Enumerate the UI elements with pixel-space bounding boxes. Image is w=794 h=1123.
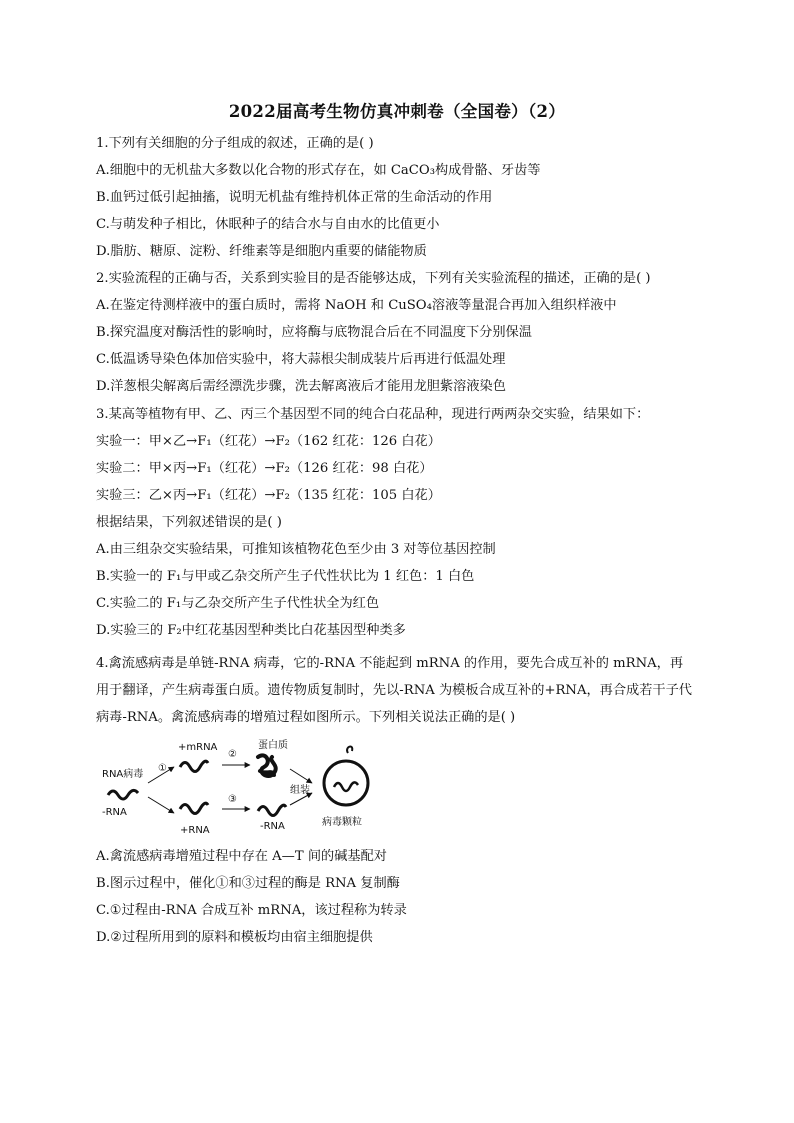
q3-experiment-1: 实验一：甲×乙→F₁（红花）→F₂（162 红花：126 白花）	[96, 434, 441, 449]
q3-prompt: 根据结果，下列叙述错误的是( )	[96, 515, 282, 530]
q2-option-a: A.在鉴定待测样液中的蛋白质时，需将 NaOH 和 CuSO₄溶液等量混合再加入组织样液中	[96, 298, 617, 313]
virion-spike-icon	[347, 747, 352, 753]
minus-rna-progeny-icon	[258, 805, 286, 815]
q2-option-b: B.探究温度对酶活性的影响时，应将酶与底物混合后在不同温度下分别保温	[96, 325, 532, 340]
page-title: 2022届高考生物仿真冲刺卷（全国卷）（2）	[228, 102, 566, 121]
q4-stem: 4.禽流感病毒是单链-RNA 病毒，它的-RNA 不能起到 mRNA 的作用，要先合成互补的 mRNA，再用于翻译，产生病毒蛋白质。遗传物质复制时，先以-RNA 为模板合成互补的+RNA，再合成若干子代病毒-RNA。禽流感病毒的增殖过程如图所示。下列相关说法正确的是( )	[96, 656, 692, 725]
q4-option-d: D.②过程所用到的原料和模板均由宿主细胞提供	[96, 930, 373, 945]
q3-option-d: D.实验三的 F₂中红花基因型种类比白花基因型种类多	[96, 623, 406, 638]
virus-replication-diagram	[100, 737, 382, 837]
q1-option-d: D.脂肪、糖原、淀粉、纤维素等是细胞内重要的储能物质	[96, 244, 427, 259]
protein-blob-icon	[258, 755, 276, 776]
plus-mrna-strand-icon	[180, 761, 208, 771]
q4-option-c: C.①过程由-RNA 合成互补 mRNA，该过程称为转录	[96, 903, 407, 918]
assemble-label: 组装	[290, 785, 310, 796]
rna-virus-label: RNA病毒	[102, 769, 144, 780]
q4-option-a: A.禽流感病毒增殖过程中存在 A—T 间的碱基配对	[96, 849, 387, 864]
arrow-assemble-top	[290, 769, 312, 783]
plus-mrna-label: +mRNA	[178, 742, 218, 753]
step3-label: ③	[228, 794, 237, 805]
protein-label: 蛋白质	[258, 740, 288, 751]
virion-label: 病毒颗粒	[322, 817, 362, 828]
arrow-step3-branch	[148, 797, 174, 813]
virion-capsid-icon	[324, 761, 368, 805]
rna-virus-strand-icon	[108, 790, 138, 799]
minus-rna-left-label: -RNA	[102, 807, 127, 818]
q2-option-d: D.洋葱根尖解离后需经漂洗步骤，洗去解离液后才能用龙胆紫溶液染色	[96, 379, 506, 394]
q4-option-b: B.图示过程中，催化①和③过程的酶是 RNA 复制酶	[96, 876, 400, 891]
q3-option-c: C.实验二的 F₁与乙杂交所产生子代性状全为红色	[96, 596, 380, 611]
q1-option-b: B.血钙过低引起抽搐，说明无机盐有维持机体正常的生命活动的作用	[96, 190, 493, 205]
q2-stem: 2.实验流程的正确与否，关系到实验目的是否能够达成，下列有关实验流程的描述，正确的是( )	[96, 271, 651, 286]
step2-label: ②	[228, 749, 237, 760]
q2-option-c: C.低温诱导染色体加倍实验中，将大蒜根尖制成装片后再进行低温处理	[96, 352, 506, 367]
q3-stem: 3.某高等植物有甲、乙、丙三个基因型不同的纯合白花品种，现进行两两杂交实验，结果如下：	[96, 407, 650, 422]
q1-option-a: A.细胞中的无机盐大多数以化合物的形式存在，如 CaCO₃构成骨骼、牙齿等	[96, 163, 541, 178]
virion-genome-icon	[334, 782, 358, 791]
plus-rna-strand-icon	[180, 803, 208, 813]
q3-experiment-2: 实验二：甲×丙→F₁（红花）→F₂（126 红花：98 白花）	[96, 461, 433, 476]
q3-experiment-3: 实验三：乙×丙→F₁（红花）→F₂（135 红花：105 白花）	[96, 488, 441, 503]
minus-rna-right-label: -RNA	[260, 821, 285, 832]
q3-option-b: B.实验一的 F₁与甲或乙杂交所产生子代性状比为 1 红色：1 白色	[96, 569, 475, 584]
q1-option-c: C.与萌发种子相比，休眠种子的结合水与自由水的比值更小	[96, 217, 440, 232]
q3-option-a: A.由三组杂交实验结果，可推知该植物花色至少由 3 对等位基因控制	[96, 542, 496, 557]
plus-rna-label: +RNA	[180, 825, 210, 836]
step1-label: ①	[158, 763, 167, 774]
q1-stem: 1.下列有关细胞的分子组成的叙述，正确的是( )	[96, 136, 374, 151]
